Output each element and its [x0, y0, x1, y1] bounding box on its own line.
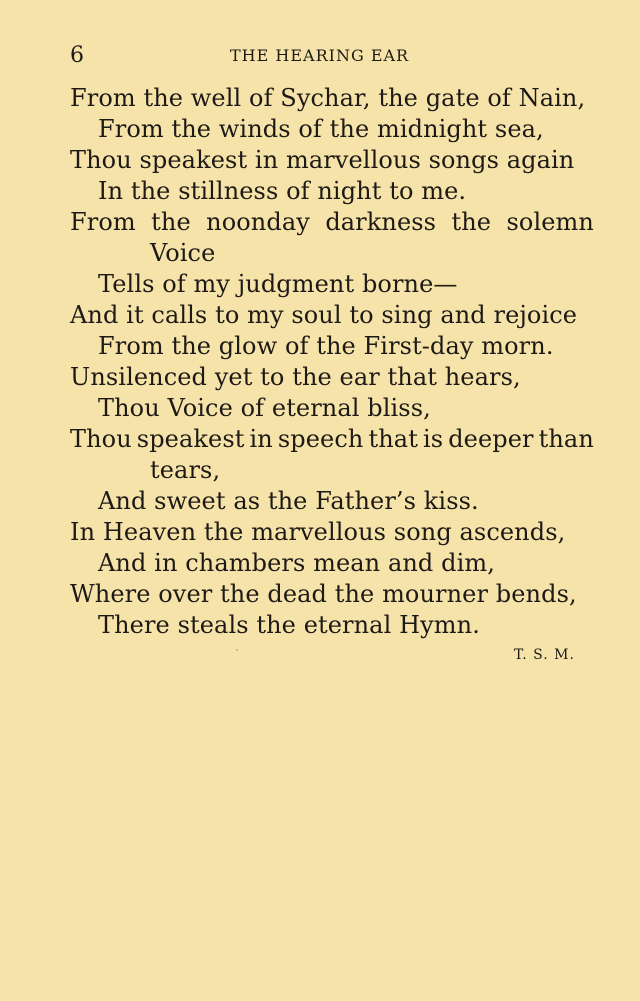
poem-line-5-continuation: Voice	[150, 239, 216, 267]
poem-line-1: From the well of Sychar, the gate of Nain,	[70, 84, 586, 112]
poem-line-4: In the stillness of night to me.	[98, 177, 467, 205]
poem-line-3: Thou speakest in marvellous songs again	[70, 146, 575, 174]
poem-line-14: And in chambers mean and dim,	[98, 549, 495, 577]
poem-line-12: And sweet as the Father’s kiss.	[98, 487, 479, 515]
poem-line-13: In Heaven the marvellous song ascends,	[70, 518, 566, 546]
poem	[70, 83, 596, 641]
running-head	[70, 42, 598, 70]
poem-line-10: Thou Voice of eternal bliss,	[98, 394, 431, 422]
poem-line-8: From the glow of the First-day morn.	[98, 332, 554, 360]
poem-line-7: And it calls to my soul to sing and rejoice	[70, 301, 578, 329]
author-initials: T. S. M.	[514, 647, 575, 663]
poem-line-11: Thou speakest in speech that is deeper than	[70, 425, 594, 453]
running-title: THE HEARING EAR	[230, 46, 410, 65]
page-number: 6	[70, 43, 84, 68]
poem-line-15: Where over the dead the mourner bends,	[70, 580, 577, 608]
poem-line-11-continuation: tears,	[150, 456, 221, 484]
poem-line-2: From the winds of the midnight sea,	[98, 115, 544, 143]
poem-line-6: Tells of my judgment borne—	[98, 270, 458, 298]
poem-line-9: Unsilenced yet to the ear that hears,	[70, 363, 521, 391]
poem-line-5: From the noonday darkness the solemn	[70, 208, 594, 236]
paper-speck	[236, 649, 238, 651]
poem-line-16: There steals the eternal Hymn.	[98, 611, 480, 639]
